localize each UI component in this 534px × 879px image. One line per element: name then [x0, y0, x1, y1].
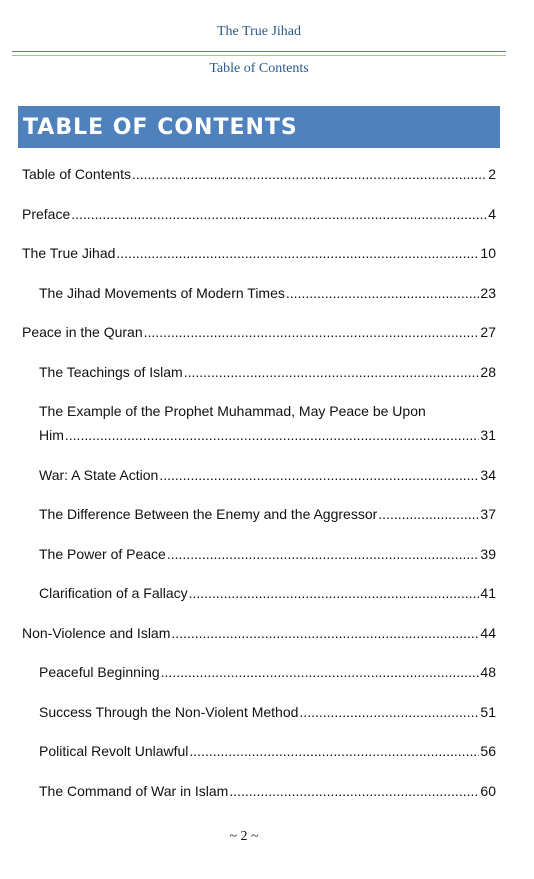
toc-entry-page: 4	[488, 205, 496, 222]
toc-entry-title: The Example of the Prophet Muhammad, May Peace be Upon	[39, 403, 426, 419]
toc-entry-title: The Jihad Movements of Modern Times	[39, 284, 285, 301]
toc-entry-page: 51	[480, 703, 496, 720]
toc-entry-page: 31	[480, 427, 496, 443]
header-rule	[12, 51, 506, 52]
toc-entry-title: Political Revolt Unlawful	[39, 743, 189, 759]
header-rule-secondary	[12, 55, 506, 56]
toc-entry-page: 44	[480, 624, 496, 641]
toc-dot-leader	[286, 281, 480, 305]
toc-entry-page: 10	[480, 245, 496, 261]
toc-dot-leader	[189, 739, 479, 763]
toc-entry[interactable]	[22, 502, 496, 526]
toc-entry[interactable]	[22, 463, 496, 487]
toc-entry-page: 27	[480, 324, 496, 340]
toc-entry[interactable]	[22, 542, 496, 566]
toc-entry-title: Success Through the Non-Violent Method	[39, 703, 299, 720]
toc-entry-title-continued: Him	[39, 427, 64, 443]
toc-entry-page: 28	[480, 363, 496, 380]
toc-dot-leader	[378, 502, 479, 526]
toc-entry-title: Non-Violence and Islam	[22, 624, 171, 641]
toc-dot-leader	[144, 320, 480, 344]
toc-entry[interactable]	[22, 320, 496, 344]
toc-dot-leader	[65, 423, 480, 447]
toc-dot-leader	[299, 700, 479, 724]
toc-dot-leader	[71, 202, 487, 226]
toc-entry[interactable]	[22, 621, 496, 645]
toc-dot-leader	[171, 621, 479, 645]
toc-entry-title: War: A State Action	[39, 466, 159, 483]
toc-entry-page: 34	[480, 466, 496, 483]
toc-entry[interactable]	[22, 281, 496, 305]
toc-entry-page: 37	[480, 506, 496, 522]
toc-entry-title: Peaceful Beginning	[39, 664, 160, 680]
toc-entry-title: Clarification of a Fallacy	[39, 585, 188, 601]
toc-entry[interactable]	[22, 162, 496, 186]
toc-entry-title: Preface	[22, 205, 71, 222]
toc-entry-title: Peace in the Quran	[22, 324, 143, 340]
toc-list	[22, 162, 496, 818]
toc-entry-title: The True Jihad	[22, 245, 116, 261]
toc-dot-leader	[132, 162, 487, 186]
toc-entry[interactable]	[22, 202, 496, 226]
toc-dot-leader	[189, 581, 480, 605]
toc-entry-page: 60	[480, 782, 496, 799]
toc-entry[interactable]	[22, 779, 496, 803]
toc-dot-leader	[161, 660, 480, 684]
toc-entry-title: Table of Contents	[22, 166, 131, 182]
toc-entry[interactable]	[22, 241, 496, 265]
toc-dot-leader	[167, 542, 480, 566]
toc-heading: TABLE OF CONTENTS	[23, 114, 298, 140]
toc-entry[interactable]	[22, 700, 496, 724]
toc-entry-page: 2	[488, 166, 496, 182]
toc-entry-page: 23	[480, 284, 496, 301]
toc-dot-leader	[184, 360, 480, 384]
toc-entry-title: The Power of Peace	[39, 545, 166, 562]
toc-entry-title: The Teachings of Islam	[39, 363, 183, 380]
toc-dot-leader	[229, 779, 479, 803]
running-header-subtitle: Table of Contents	[209, 61, 309, 76]
toc-entry-page: 39	[480, 545, 496, 562]
toc-heading-band	[18, 106, 500, 148]
toc-entry-page: 56	[480, 743, 496, 759]
toc-entry[interactable]	[22, 360, 496, 384]
toc-entry-page: 48	[480, 664, 496, 680]
toc-dot-leader	[159, 463, 479, 487]
toc-entry[interactable]	[22, 581, 496, 605]
toc-entry-page: 41	[480, 585, 496, 601]
toc-entry[interactable]	[22, 660, 496, 684]
toc-entry[interactable]	[22, 399, 496, 447]
toc-entry-title: The Difference Between the Enemy and the Aggressor	[39, 506, 378, 522]
toc-dot-leader	[116, 241, 479, 265]
page-number: ~ 2 ~	[229, 829, 259, 844]
toc-entry-title: The Command of War in Islam	[39, 782, 229, 799]
toc-entry[interactable]	[22, 739, 496, 763]
running-header-title: The True Jihad	[217, 24, 301, 39]
